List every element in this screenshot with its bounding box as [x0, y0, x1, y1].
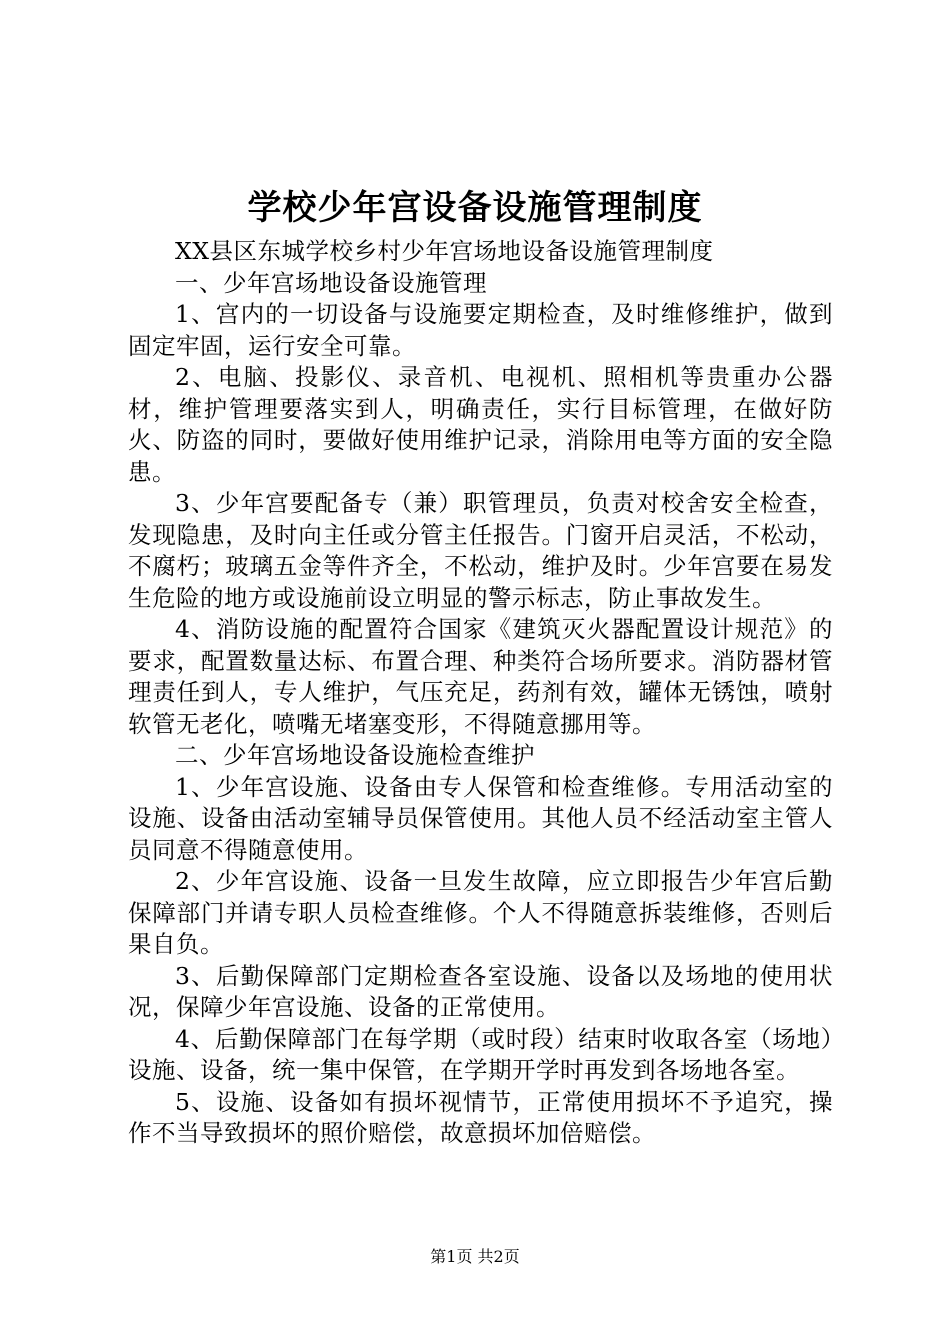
paragraph: 5、设施、设备如有损坏视情节，正常使用损坏不予追究，操作不当导致损坏的照价赔偿，故意损坏加倍赔偿。: [128, 1087, 833, 1147]
paragraph: 4、消防设施的配置符合国家《建筑灭火器配置设计规范》的要求，配置数量达标、布置合理、种类符合场所要求。消防器材管理责任到人，专人维护，气压充足，药剂有效，罐体无锈蚀，喷射软管无老化，喷嘴无堵塞变形，不得随意挪用等。: [128, 615, 833, 738]
section-heading-1: 一、少年宫场地设备设施管理: [175, 268, 487, 297]
paragraph: 2、电脑、投影仪、录音机、电视机、照相机等贵重办公器材，维护管理要落实到人，明确责任，实行目标管理，在做好防火、防盗的同时，要做好使用维护记录，消除用电等方面的安全隐患。: [128, 363, 833, 486]
paragraph: 2、少年宫设施、设备一旦发生故障，应立即报告少年宫后勤保障部门并请专职人员检查维修。个人不得随意拆装维修，否则后果自负。: [128, 867, 833, 958]
paragraph: 1、宫内的一切设备与设施要定期检查，及时维修维护，做到固定牢固，运行安全可靠。: [128, 300, 833, 360]
document-body: [128, 236, 833, 1150]
paragraph: 3、后勤保障部门定期检查各室设施、设备以及场地的使用状况，保障少年宫设施、设备的正常使用。: [128, 961, 833, 1021]
paragraph-intro: XX县区东城学校乡村少年宫场地设备设施管理制度: [175, 237, 714, 265]
document-title: 学校少年宫设备设施管理制度: [247, 188, 703, 228]
paragraph: 4、后勤保障部门在每学期（或时段）结束时收取各室（场地）设施、设备，统一集中保管，在学期开学时再发到各场地各室。: [128, 1024, 833, 1084]
page-number-footer: 第1页 共2页: [430, 1247, 520, 1266]
paragraph: 1、少年宫设施、设备由专人保管和检查维修。专用活动室的设施、设备由活动室辅导员保管使用。其他人员不经活动室主管人员同意不得随意使用。: [128, 772, 833, 864]
paragraph: 3、少年宫要配备专（兼）职管理员，负责对校舍安全检查，发现隐患，及时向主任或分管主任报告。门窗开启灵活，不松动，不腐朽；玻璃五金等件齐全，不松动，维护及时。少年宫要在易发生危险的地方或设施前设立明显的警示标志，防止事故发生。: [128, 489, 833, 612]
section-heading-2: 二、少年宫场地设备设施检查维护: [175, 741, 535, 769]
